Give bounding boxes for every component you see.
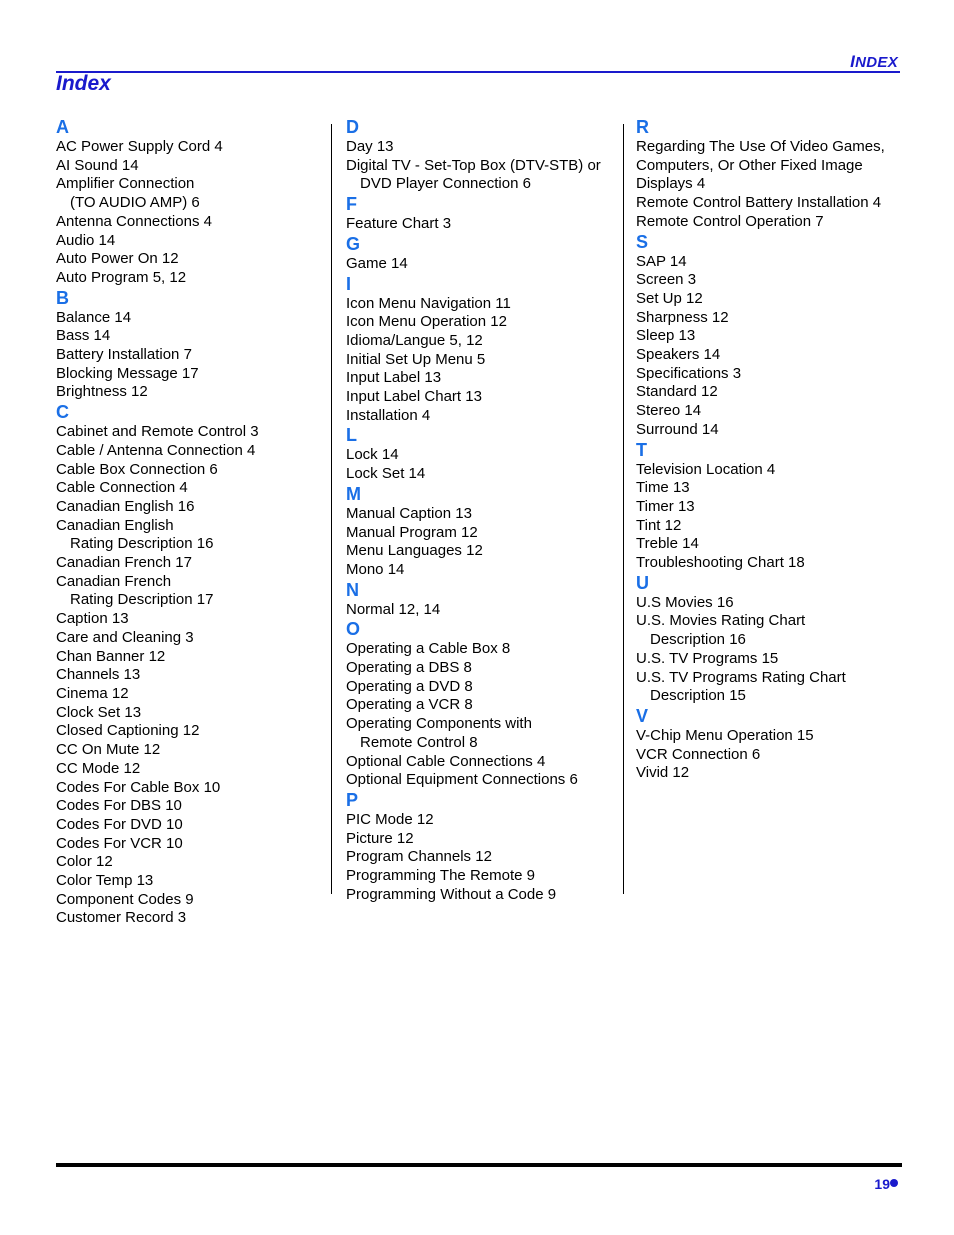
index-entry <box>56 365 326 384</box>
running-header-initial: I <box>850 52 856 71</box>
index-entry <box>346 867 616 886</box>
index-letter-heading: V <box>636 705 649 726</box>
index-entry-text: Programming The Remote 9 <box>346 867 535 885</box>
index-entry <box>636 554 906 573</box>
index-entry-text: Manual Program 12 <box>346 523 478 541</box>
index-entry-text: Day 13 <box>346 138 394 155</box>
index-entry-text: Optional Equipment Connections 6 <box>346 771 578 789</box>
index-entry-continuation: Rating Description 16 <box>70 535 214 553</box>
index-entry <box>636 290 906 309</box>
index-entry-text: Sleep 13 <box>636 327 696 345</box>
index-entry-text: Standard 12 <box>636 383 718 401</box>
index-entry-text: CC Mode 12 <box>56 759 141 777</box>
index-entry-text: Screen 3 <box>636 271 697 289</box>
index-entry-text: U.S Movies 16 <box>636 593 734 611</box>
index-entry-text: Codes For Cable Box 10 <box>56 778 221 796</box>
index-entry-text: AC Power Supply Cord 4 <box>56 138 223 155</box>
index-entry-text: AI Sound 14 <box>56 156 139 174</box>
index-entry-text: Computers, Or Other Fixed Image <box>636 156 863 174</box>
index-entry-continuation: Description 16 <box>650 631 746 649</box>
index-entry <box>636 498 906 517</box>
index-entry-text: Component Codes 9 <box>56 890 194 908</box>
index-entry <box>56 554 326 573</box>
index-entry <box>56 157 326 176</box>
index-entry <box>636 365 906 384</box>
index-entry <box>636 271 906 290</box>
index-entry-text: Color Temp 13 <box>56 872 154 890</box>
index-entry <box>56 853 326 872</box>
index-entry <box>56 648 326 667</box>
index-entry <box>346 524 616 543</box>
index-entry-text: Operating a VCR 8 <box>346 696 473 714</box>
index-entry-text: Vivid 12 <box>636 764 690 782</box>
index-entry-text: Regarding The Use Of Video Games, <box>636 138 885 155</box>
index-entry <box>636 612 906 649</box>
index-entry-text: Installation 4 <box>346 406 431 424</box>
index-entry-text: Lock Set 14 <box>346 465 426 483</box>
index-entry <box>346 295 616 314</box>
index-entry <box>56 346 326 365</box>
index-entry-text: Codes For VCR 10 <box>56 834 183 852</box>
index-entry <box>346 215 616 234</box>
index-entry-text: Remote Control Battery Installation 4 <box>636 194 882 212</box>
index-entry <box>56 232 326 251</box>
index-entry <box>636 669 906 706</box>
index-entry-text: Cable Box Connection 6 <box>56 460 218 478</box>
page-number: 19 <box>874 1176 890 1192</box>
running-header <box>850 52 898 72</box>
index-entry <box>56 797 326 816</box>
index-entry <box>56 685 326 704</box>
index-entry-text: Input Label 13 <box>346 369 442 387</box>
index-letter-heading: O <box>346 619 361 640</box>
index-entry-continuation: Remote Control 8 <box>360 733 478 751</box>
index-entry-text: Channels 13 <box>56 666 141 684</box>
index-entry <box>56 704 326 723</box>
index-entry-text: U.S. TV Programs 15 <box>636 649 779 667</box>
index-entry <box>636 479 906 498</box>
index-entry <box>56 779 326 798</box>
bullet-icon <box>890 1179 898 1187</box>
index-letter-heading: T <box>636 439 647 460</box>
index-entry-text: Television Location 4 <box>636 460 776 478</box>
index-entry <box>56 309 326 328</box>
index-entry <box>346 369 616 388</box>
index-letter-heading: M <box>346 483 361 504</box>
index-entry-text: Stereo 14 <box>636 402 702 420</box>
page-title: Index <box>56 72 111 95</box>
index-entry-text: Battery Installation 7 <box>56 346 192 364</box>
running-header-rest: NDEX <box>855 54 898 71</box>
index-entry <box>346 696 616 715</box>
index-entry <box>636 138 906 157</box>
index-entry <box>56 610 326 629</box>
index-entry-text: Normal 12, 14 <box>346 600 441 618</box>
index-entry-continuation: (TO AUDIO AMP) 6 <box>70 194 200 212</box>
index-entry <box>346 848 616 867</box>
index-letter-heading: N <box>346 579 359 600</box>
index-entry-text: Care and Cleaning 3 <box>56 628 194 646</box>
index-entry-text: Cable Connection 4 <box>56 479 188 497</box>
index-entry-continuation: DVD Player Connection 6 <box>360 175 531 193</box>
index-entry <box>56 909 326 928</box>
index-entry <box>346 138 616 157</box>
index-entry-text: Auto Power On 12 <box>56 250 179 268</box>
index-entry-text: Codes For DVD 10 <box>56 815 183 833</box>
index-entry <box>56 423 326 442</box>
index-entry <box>636 727 906 746</box>
index-entry-text: Tint 12 <box>636 516 682 534</box>
index-entry-text: CC On Mute 12 <box>56 741 161 759</box>
index-entry <box>346 771 616 790</box>
index-entry <box>56 250 326 269</box>
index-entry-text: Audio 14 <box>56 231 116 249</box>
index-entry-text: Treble 14 <box>636 535 699 553</box>
index-entry-text: Remote Control Operation 7 <box>636 212 824 230</box>
index-entry-text: Canadian French 17 <box>56 554 192 572</box>
index-entry-text: Caption 13 <box>56 610 129 628</box>
index-entry <box>346 446 616 465</box>
index-entry <box>56 517 326 554</box>
index-entry <box>636 402 906 421</box>
index-entry-text: Feature Chart 3 <box>346 215 452 233</box>
index-entry-text: Program Channels 12 <box>346 848 492 866</box>
index-entry <box>346 313 616 332</box>
index-entry-text: Set Up 12 <box>636 289 703 307</box>
index-entry-text: Displays 4 <box>636 175 706 193</box>
index-entry-text: Amplifier Connection <box>56 175 195 193</box>
index-entry <box>636 157 906 176</box>
index-entry <box>346 601 616 620</box>
index-entry <box>636 421 906 440</box>
index-entry-text: Clock Set 13 <box>56 703 142 721</box>
index-entry-text: Operating Components with <box>346 715 532 733</box>
index-entry-text: Codes For DBS 10 <box>56 797 182 815</box>
index-entry <box>346 465 616 484</box>
index-letter-heading: F <box>346 194 357 215</box>
index-entry <box>56 498 326 517</box>
index-entry-text: Closed Captioning 12 <box>56 722 200 740</box>
index-entry <box>346 753 616 772</box>
index-entry-text: Idioma/Langue 5, 12 <box>346 331 483 349</box>
index-entry <box>56 835 326 854</box>
index-entry-text: Icon Menu Navigation 11 <box>346 294 511 312</box>
index-entry <box>56 327 326 346</box>
index-entry <box>636 594 906 613</box>
index-entry <box>636 194 906 213</box>
index-entry <box>56 461 326 480</box>
index-entry-text: U.S. TV Programs Rating Chart <box>636 668 846 686</box>
index-entry <box>346 715 616 752</box>
index-entry <box>56 573 326 610</box>
index-entry <box>56 872 326 891</box>
index-entry-text: Operating a DVD 8 <box>346 677 473 695</box>
index-entry-text: Operating a Cable Box 8 <box>346 640 511 658</box>
header-rule <box>56 71 900 73</box>
index-entry <box>346 886 616 905</box>
index-column-3 <box>636 117 906 783</box>
index-entry-text: Programming Without a Code 9 <box>346 885 557 903</box>
index-entry-text: Balance 14 <box>56 308 132 326</box>
index-entry-text: PIC Mode 12 <box>346 810 434 828</box>
index-entry <box>636 535 906 554</box>
index-entry <box>346 659 616 678</box>
index-entry <box>56 722 326 741</box>
index-entry-text: Time 13 <box>636 479 690 497</box>
index-entry-text: Menu Languages 12 <box>346 542 483 560</box>
index-entry <box>346 388 616 407</box>
index-entry <box>56 816 326 835</box>
index-entry <box>56 666 326 685</box>
index-entry-text: Canadian English 16 <box>56 497 195 515</box>
index-entry-text: Brightness 12 <box>56 383 148 401</box>
index-entry-text: Operating a DBS 8 <box>346 659 472 677</box>
index-letter-heading: A <box>56 117 69 137</box>
column-divider <box>331 124 332 894</box>
index-letter-heading: R <box>636 117 649 137</box>
index-entry-text: Canadian French <box>56 572 172 590</box>
index-entry <box>636 650 906 669</box>
index-entry-text: Mono 14 <box>346 560 405 578</box>
index-entry <box>636 175 906 194</box>
index-entry <box>636 309 906 328</box>
index-letter-heading: B <box>56 287 69 308</box>
index-entry <box>636 461 906 480</box>
index-entry-text: Troubleshooting Chart 18 <box>636 554 805 572</box>
index-entry-text: V-Chip Menu Operation 15 <box>636 726 814 744</box>
index-entry-text: Blocking Message 17 <box>56 364 199 382</box>
index-entry <box>636 213 906 232</box>
index-entry <box>636 517 906 536</box>
index-letter-heading: S <box>636 231 649 252</box>
index-letter-heading: P <box>346 789 359 810</box>
index-letter-heading: U <box>636 572 649 593</box>
index-entry <box>346 542 616 561</box>
index-entry-text: Timer 13 <box>636 497 695 515</box>
index-entry-text: Digital TV - Set-Top Box (DTV-STB) or <box>346 156 601 174</box>
index-entry <box>346 255 616 274</box>
index-entry-text: Specifications 3 <box>636 364 742 382</box>
index-entry-text: Game 14 <box>346 254 408 272</box>
index-entry-text: Cabinet and Remote Control 3 <box>56 423 259 441</box>
index-letter-heading: I <box>346 273 352 294</box>
index-entry <box>346 332 616 351</box>
index-entry-continuation: Rating Description 17 <box>70 591 214 609</box>
index-entry <box>56 741 326 760</box>
index-entry-text: SAP 14 <box>636 252 687 270</box>
index-entry <box>346 678 616 697</box>
index-entry-text: Cable / Antenna Connection 4 <box>56 441 256 459</box>
index-entry <box>346 811 616 830</box>
index-entry <box>636 327 906 346</box>
index-entry <box>636 383 906 402</box>
index-entry-text: Auto Program 5, 12 <box>56 268 187 286</box>
index-entry <box>636 764 906 783</box>
index-entry-text: Canadian English <box>56 516 174 534</box>
index-entry-text: Picture 12 <box>346 829 414 847</box>
index-entry-text: Icon Menu Operation 12 <box>346 313 507 331</box>
index-entry <box>346 407 616 426</box>
index-letter-heading: G <box>346 233 361 254</box>
index-entry <box>636 746 906 765</box>
index-letter-heading: C <box>56 402 69 423</box>
index-entry <box>346 157 616 194</box>
index-entry <box>636 346 906 365</box>
index-entry-text: Initial Set Up Menu 5 <box>346 350 486 368</box>
index-entry <box>56 383 326 402</box>
index-entry <box>346 351 616 370</box>
index-entry-text: Manual Caption 13 <box>346 504 472 522</box>
index-entry-text: Antenna Connections 4 <box>56 212 212 230</box>
index-entry-text: Lock 14 <box>346 446 399 464</box>
index-entry-text: Customer Record 3 <box>56 909 187 927</box>
index-entry-text: Input Label Chart 13 <box>346 388 482 406</box>
index-entry-text: Chan Banner 12 <box>56 647 166 665</box>
index-entry-text: Cinema 12 <box>56 684 129 702</box>
index-column-1 <box>56 117 326 928</box>
index-entry-text: VCR Connection 6 <box>636 745 761 763</box>
index-entry <box>56 891 326 910</box>
column-divider <box>623 124 624 894</box>
index-entry-text: Surround 14 <box>636 420 719 438</box>
index-entry-text: U.S. Movies Rating Chart <box>636 612 806 630</box>
index-entry <box>346 505 616 524</box>
index-entry <box>56 760 326 779</box>
index-entry <box>636 253 906 272</box>
index-entry <box>56 629 326 648</box>
index-entry <box>346 830 616 849</box>
index-entry <box>56 479 326 498</box>
index-entry <box>346 561 616 580</box>
index-entry <box>346 640 616 659</box>
index-entry-continuation: Description 15 <box>650 687 746 705</box>
index-entry-text: Color 12 <box>56 853 113 871</box>
index-entry <box>56 175 326 212</box>
index-entry <box>56 138 326 157</box>
footer-rule <box>56 1163 902 1167</box>
index-entry-text: Speakers 14 <box>636 346 721 364</box>
index-entry-text: Optional Cable Connections 4 <box>346 752 546 770</box>
index-entry <box>56 213 326 232</box>
index-column-2 <box>346 117 616 905</box>
index-entry <box>56 269 326 288</box>
index-letter-heading: L <box>346 425 357 446</box>
index-entry <box>56 442 326 461</box>
index-entry-text: Sharpness 12 <box>636 308 729 326</box>
index-entry-text: Bass 14 <box>56 327 111 345</box>
index-letter-heading: D <box>346 117 359 137</box>
